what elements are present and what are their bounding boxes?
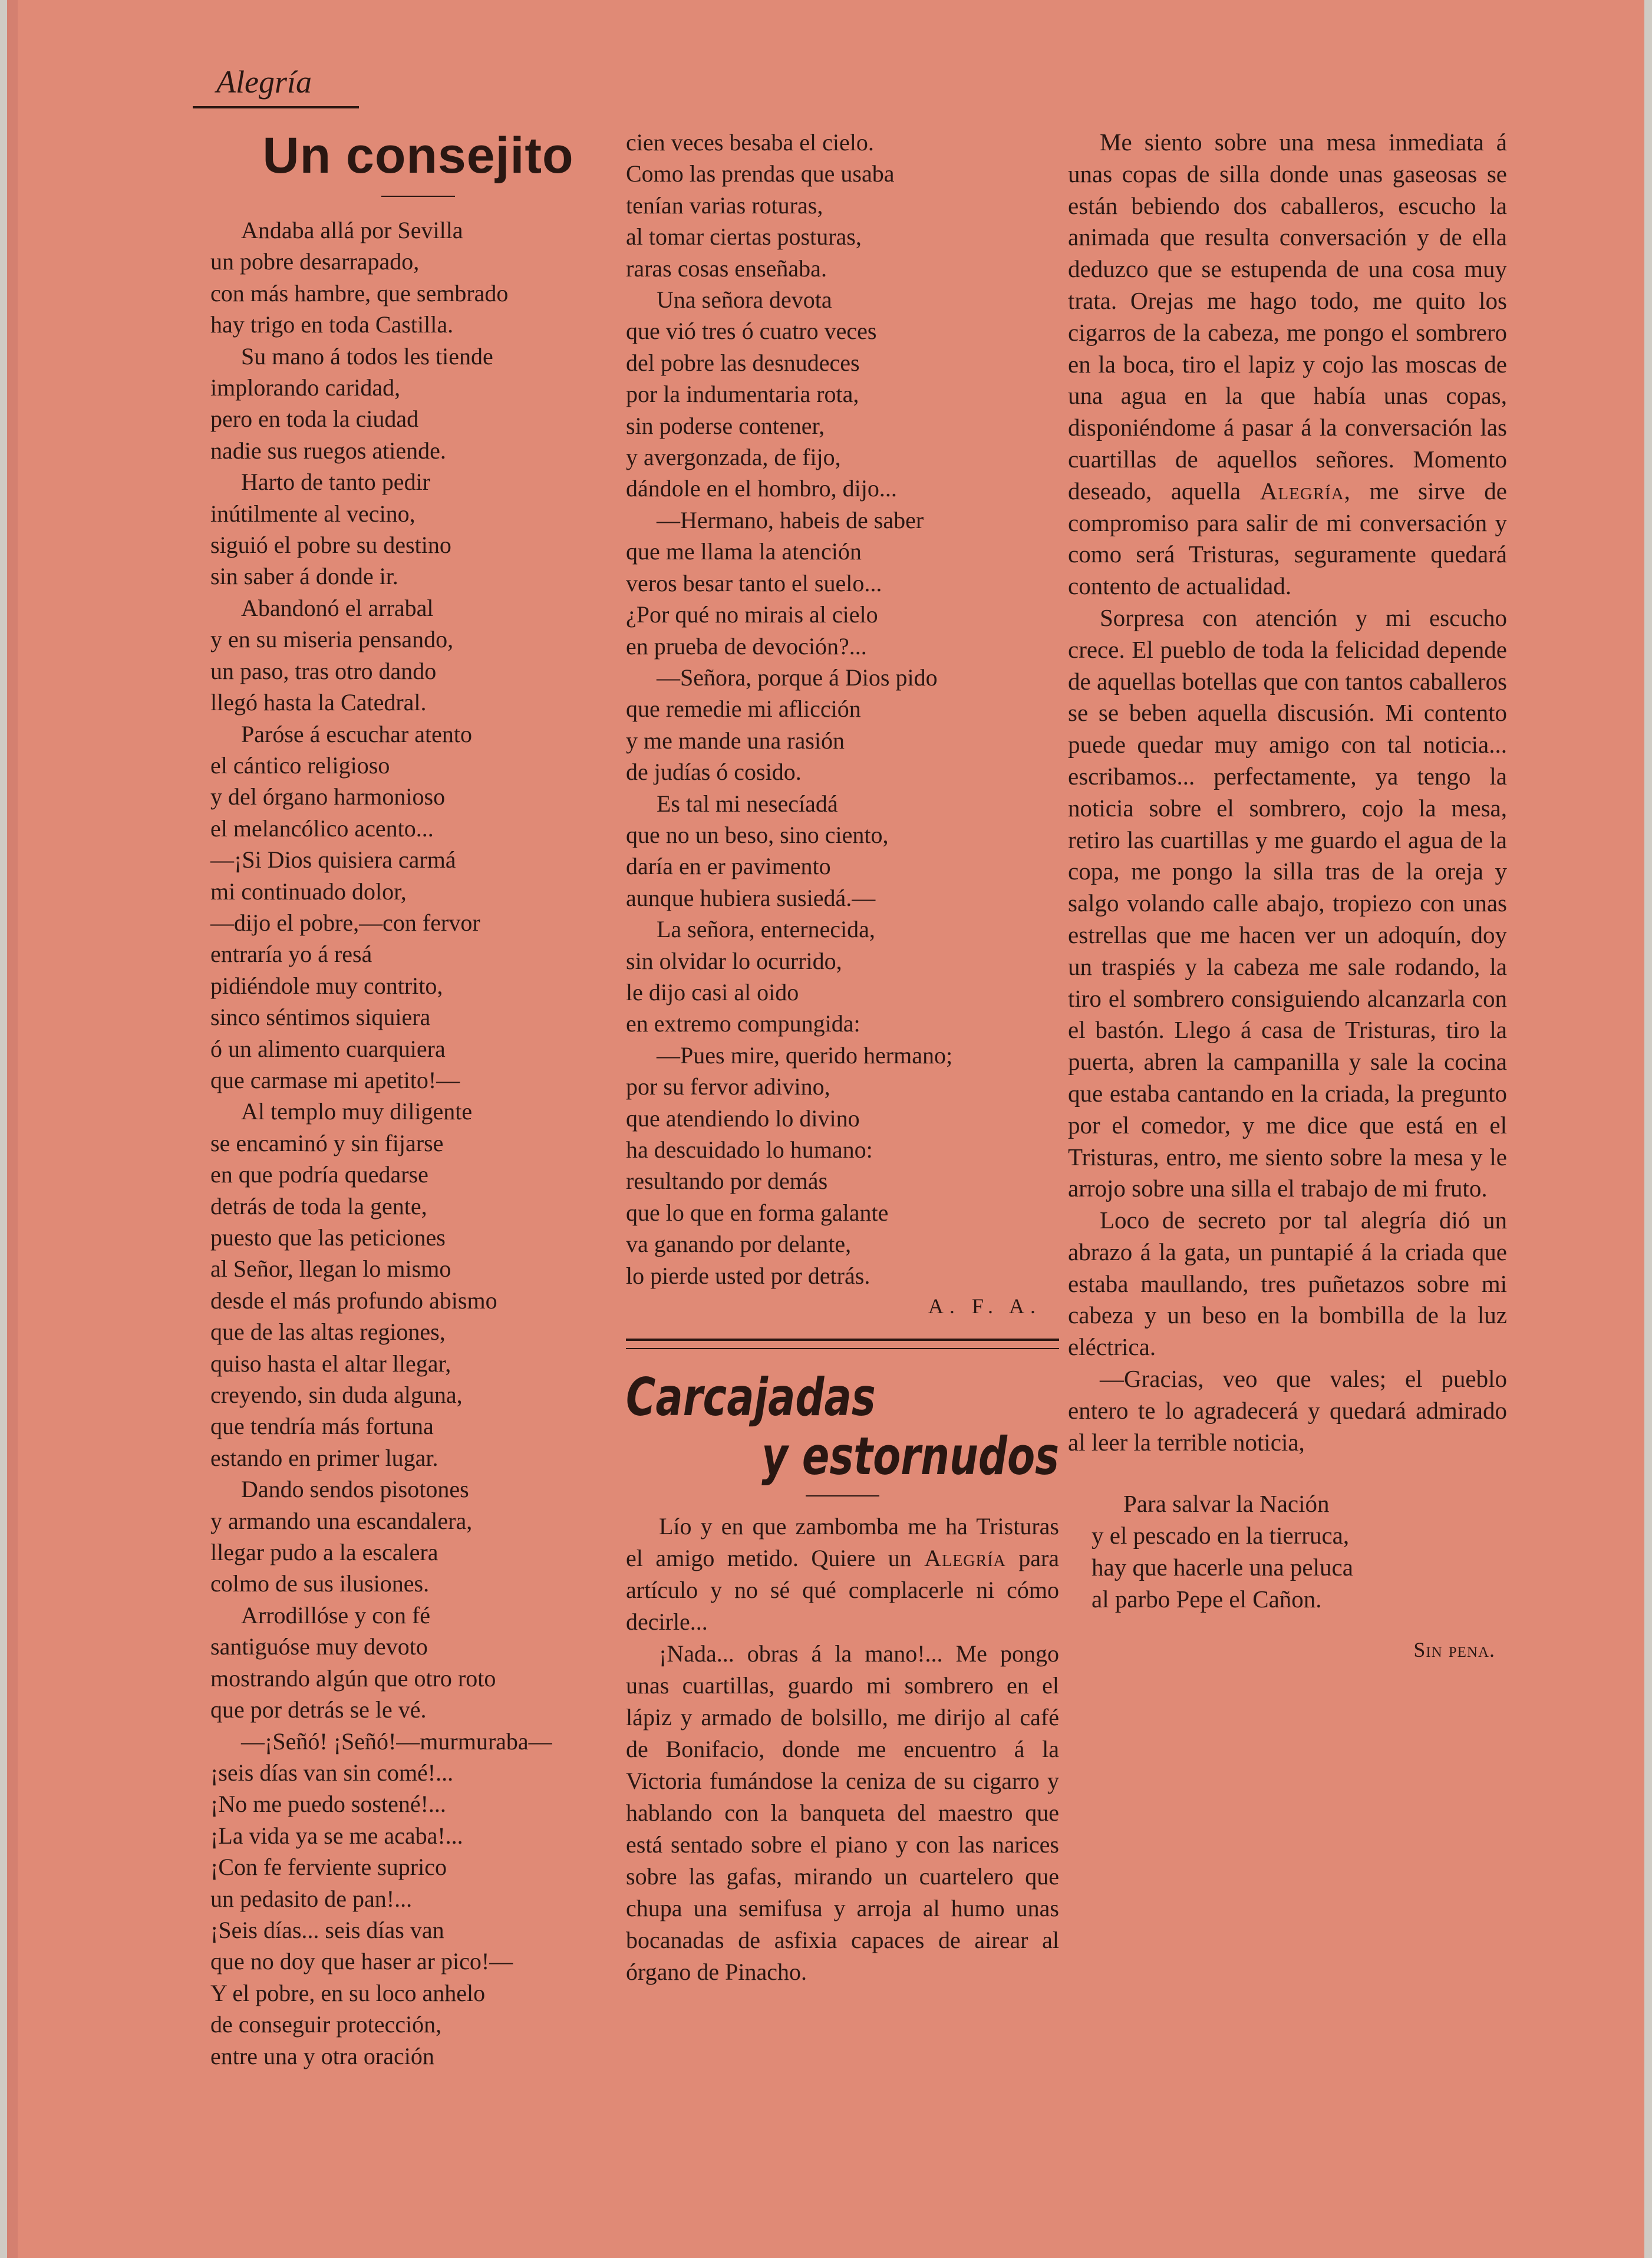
verse-line: con más hambre, que sembrado (210, 279, 509, 306)
verse-line: que atendiendo lo divino (626, 1105, 860, 1132)
verse-line: ¡seis días van sin comé!... (210, 1759, 454, 1786)
alegria-word: Alegría (924, 1545, 1006, 1572)
verse-line: el melancólico acento... (210, 815, 434, 842)
closing-verse (1068, 1488, 1507, 1615)
verse-line: al parbo Pepe el Cañon. (1092, 1585, 1322, 1613)
verse-line: ¡La vida ya se me acaba!... (210, 1822, 463, 1849)
verse-line: Harto de tanto pedir (241, 469, 430, 496)
verse-line: —Hermano, habeis de saber (657, 506, 924, 533)
verse-line: santiguóse muy devoto (210, 1633, 428, 1660)
verse-line: Para salvar la Nación (1123, 1490, 1330, 1518)
article-paragraph: Me siento sobre una mesa inmediata á unas copas de silla donde unas gaseosas se están bebiendo dos caballeros, escucho la animada que resulta conversación y de ella deduzco que se estupenda de una cosa muy trata. Orejas me hago todo, me quito los cigarros de la cabeza, me pongo el sombrero en la boca, tiro el lapiz y cojo las moscas de una agua en la que había unas copas, disponiéndome á pasar á la conversación las cuartillas de aquellos señores. Momento deseado, aquella Alegría, me sirve de compromiso para salir de mi conversación y como será Tristuras, seguramente quedará contento de actualidad. (1068, 128, 1507, 600)
verse-line: implorando caridad, (210, 374, 401, 401)
verse-line: desde el más profundo abismo (210, 1287, 497, 1314)
poem-verse-col2 (626, 127, 1059, 1291)
verse-line: dándole en el hombro, dijo... (626, 475, 897, 502)
verse-line: aunque hubiera susiedá.— (626, 884, 876, 911)
verse-line: lo pierde usted por detrás. (626, 1262, 870, 1289)
verse-line: inútilmente al vecino, (210, 500, 416, 527)
verse-line: llegar pudo a la escalera (210, 1539, 438, 1566)
verse-line: Abandonó el arrabal (241, 594, 434, 621)
verse-line: Una señora devota (657, 286, 832, 314)
verse-line: —¡Si Dios quisiera carmá (210, 846, 456, 873)
verse-line: y avergonzada, de fijo, (626, 444, 841, 471)
verse-line: un pedasito de pan!... (210, 1885, 413, 1912)
verse-line: Arrodillóse y con fé (241, 1601, 431, 1629)
verse-line: que de las altas regiones, (210, 1318, 446, 1346)
verse-line: el cántico religioso (210, 751, 390, 779)
verse-line: sin saber á donde ir. (210, 563, 398, 590)
verse-line: y en su miseria pensando, (210, 626, 454, 653)
verse-line: —Señora, porque á Dios pido (657, 664, 938, 691)
verse-line: quiso hasta el altar llegar, (210, 1350, 451, 1377)
verse-line: y me mande una rasión (626, 727, 845, 754)
verse-line: pero en toda la ciudad (210, 406, 419, 433)
verse-line: un pobre desarrapado, (210, 248, 420, 275)
verse-line: por su fervor adivino, (626, 1073, 830, 1100)
article-paragraph: Sorpresa con atención y mi escucho crece. El pueblo de toda la felicidad depende de aquellas botellas que con tantos caballeros se se beben aquella discusión. Mi contento puede quedar muy amigo con tal noticia... escribamos... perfectamente, ya tengo la noticia sobre el sombrero, cojo la mesa, retiro las cuartillas y me guardo el agua de la copa, me pongo la silla tras de la oreja y salgo volando calle abajo, tropiezo con unas estrellas que me hacen ver un adoquín, doy un traspiés y la cabeza me sale rodando, la tiro el sombrero consiguiendo alcanzarla con el bastón. Llego á casa de Tristuras, tiro la puerta, abren la campanilla y sale la cocina que estaba cantando en la criada, la pregunto por el comedor, y me dice que está en el Tristuras, entro, me siento sobre la mesa y le arrojo sobre una silla el trabajo de mi fruto. (1068, 604, 1507, 1202)
verse-line: colmo de sus ilusiones. (210, 1570, 430, 1597)
verse-line: puesto que las peticiones (210, 1224, 446, 1251)
verse-line: al Señor, llegan lo mismo (210, 1255, 451, 1283)
verse-line: que tendría más fortuna (210, 1413, 434, 1440)
article-title-rule (806, 1495, 879, 1496)
verse-line: —Pues mire, querido hermano; (657, 1041, 953, 1069)
article-paragraph: Loco de secreto por tal alegría dió un abrazo á la gata, un puntapié á la criada que estaba maullando, tres puñetazos sobre mi cabeza y un beso en la bombilla de la luz eléctrica. (1068, 1207, 1507, 1361)
verse-line: que lo que en forma galante (626, 1199, 889, 1226)
verse-line: le dijo casi al oido (626, 978, 799, 1006)
article-paragraph: ¡Nada... obras á la mano!... Me pongo unas cuartillas, guardo mi sombrero en el lápiz y armado de bolsillo, me dirijo al café de Bonifacio, donde me encuentro á la Victoria fumándose la ceniza de su cigarro y hablando con la banqueta del maestro que está sentado sobre el piano y con las narices sobre las gafas, mirando un cuartelero que chupa una semifusa y arroja al humo unas bocanadas de asfixia capaces de airear al órgano de Pinacho. (626, 1640, 1059, 1986)
verse-line: Como las prendas que usaba (626, 160, 895, 187)
verse-line: del pobre las desnudeces (626, 349, 860, 376)
verse-line: resultando por demás (626, 1168, 828, 1195)
article-title-line1: Carcajadas (626, 1367, 876, 1428)
verse-line: La señora, enternecida, (657, 916, 875, 943)
title-rule (381, 196, 455, 197)
verse-line: que no un beso, sino ciento, (626, 821, 889, 848)
verse-line: estando en primer lugar. (210, 1444, 438, 1471)
verse-line: mostrando algún que otro roto (210, 1664, 496, 1692)
poem-verse-col1 (210, 215, 626, 2072)
verse-line: ha descuidado lo humano: (626, 1136, 873, 1163)
verse-line: que vió tres ó cuatro veces (626, 318, 877, 345)
verse-line: Paróse á escuchar atento (241, 720, 473, 747)
verse-line: pidiéndole muy contrito, (210, 972, 443, 999)
verse-line: Y el pobre, en su loco anhelo (210, 1979, 486, 2006)
column-3 (1068, 127, 1507, 1662)
verse-line: sin olvidar lo ocurrido, (626, 947, 842, 974)
article-body-col3 (1068, 127, 1507, 1458)
article-body-col2 (626, 1511, 1059, 1988)
verse-line: sin poderse contener, (626, 412, 825, 439)
verse-line: en prueba de devoción?... (626, 632, 867, 660)
verse-line: Al templo muy diligente (241, 1098, 473, 1125)
verse-line: creyendo, sin duda alguna, (210, 1382, 463, 1409)
article-paragraph: Lío y en que zambomba me ha Tristuras el amigo metido. Quiere un Alegría para artículo y no sé qué complacerle ni cómo decirle... (626, 1513, 1060, 1636)
verse-line: ¡No me puedo sostené!... (210, 1791, 446, 1818)
poem-title: Un consejito (262, 127, 574, 184)
article-paragraph: —Gracias, veo que vales; el pueblo entero te lo agradecerá y quedará admirado al leer la terrible noticia, (1068, 1365, 1507, 1456)
masthead (193, 64, 359, 111)
verse-line: ¡Con fe ferviente suprico (210, 1854, 447, 1881)
verse-line: entraría yo á resá (210, 941, 372, 968)
verse-line: —dijo el pobre,—con fervor (210, 909, 480, 936)
article-signature: Sin pena. (1413, 1638, 1495, 1662)
verse-line: de judías ó cosido. (626, 759, 802, 786)
verse-line: llegó hasta la Catedral. (210, 689, 427, 716)
verse-line: ó un alimento cuarquiera (210, 1035, 446, 1062)
column-1 (210, 127, 626, 2072)
verse-line: que carmase mi apetito!— (210, 1066, 460, 1093)
verse-line: ¡Seis días... seis días van (210, 1916, 444, 1943)
verse-line: y armando una escandalera, (210, 1507, 473, 1534)
verse-line: en extremo compungida: (626, 1010, 860, 1037)
column-2 (626, 127, 1059, 1988)
verse-line: detrás de toda la gente, (210, 1192, 427, 1219)
verse-line: se encaminó y sin fijarse (210, 1129, 444, 1156)
verse-line: que me llama la atención (626, 538, 862, 565)
verse-line: daría en er pavimento (626, 853, 831, 880)
verse-line: en que podría quedarse (210, 1161, 428, 1188)
newspaper-page (7, 0, 1644, 2258)
verse-line: y del órgano harmonioso (210, 783, 446, 810)
verse-line: raras cosas enseñaba. (626, 255, 827, 282)
verse-line: Su mano á todos les tiende (241, 342, 493, 370)
masthead-title: Alegría (216, 64, 312, 100)
verse-line: que remedie mi aflicción (626, 695, 861, 723)
verse-line: y el pescado en la tierruca, (1092, 1522, 1350, 1550)
verse-line: cien veces besaba el cielo. (626, 129, 874, 156)
verse-line: entre una y otra oración (210, 2042, 434, 2069)
verse-line: que por detrás se le vé. (210, 1696, 427, 1723)
verse-line: un paso, tras otro dando (210, 657, 437, 684)
verse-line: Es tal mi nesecíadá (657, 790, 838, 817)
verse-line: de conseguir protección, (210, 2011, 442, 2038)
poem-signature: A. F. A. (928, 1294, 1041, 1318)
verse-line: hay que hacerle una peluca (1092, 1554, 1353, 1581)
verse-line: mi continuado dolor, (210, 878, 407, 905)
verse-line: tenían varias roturas, (626, 192, 823, 219)
verse-line: por la indumentaria rota, (626, 381, 859, 408)
verse-line: Andaba allá por Sevilla (241, 217, 463, 243)
verse-line: veros besar tanto el suelo... (626, 569, 882, 596)
verse-line: —¡Señó! ¡Señó!—murmuraba— (241, 1728, 552, 1755)
masthead-rule (193, 106, 359, 108)
alegria-word: Alegría (1259, 477, 1344, 505)
verse-line: hay trigo en toda Castilla. (210, 311, 454, 338)
verse-line: sinco séntimos siquiera (210, 1004, 431, 1031)
verse-line: ¿Por qué no mirais al cielo (626, 601, 878, 628)
verse-line: Dando sendos pisotones (241, 1476, 469, 1503)
page-edge-left (7, 0, 18, 2258)
verse-line: al tomar ciertas posturas, (626, 223, 862, 250)
verse-line: nadie sus ruegos atiende. (210, 437, 446, 464)
verse-line: va ganando por delante, (626, 1231, 852, 1258)
section-divider (626, 1339, 1059, 1349)
article-title-line2: y estornudos (761, 1426, 1059, 1487)
verse-line: siguió el pobre su destino (210, 532, 451, 559)
verse-line: que no doy que haser ar pico!— (210, 1948, 513, 1975)
